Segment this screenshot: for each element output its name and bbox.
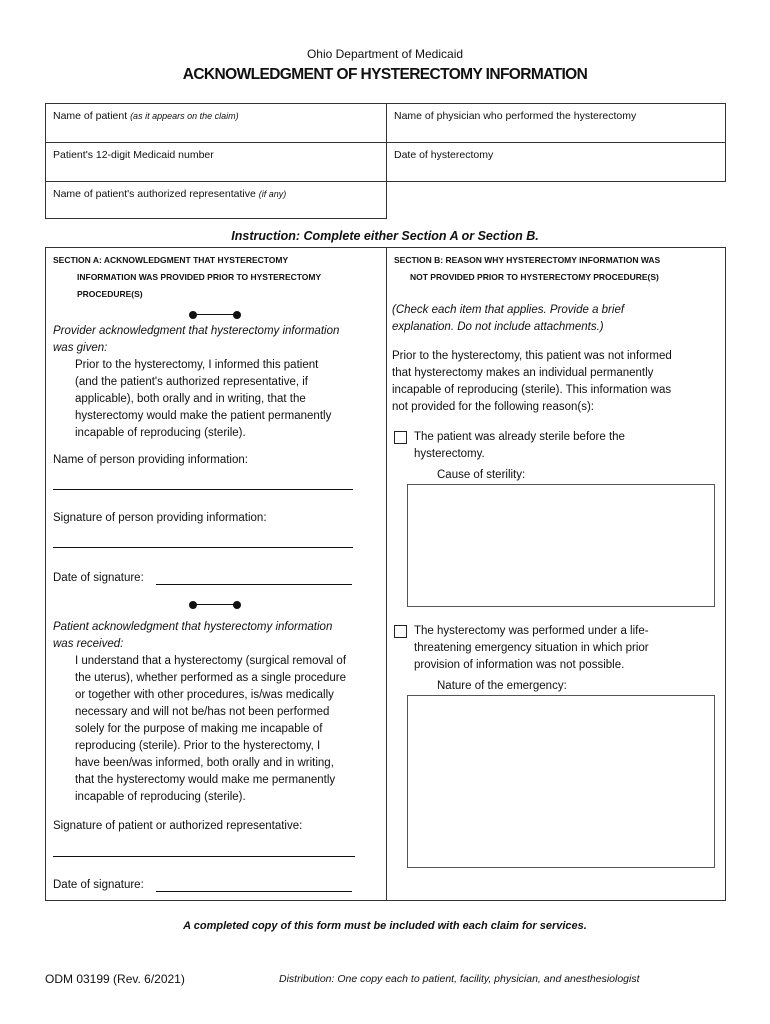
check-instructions: (Check each item that applies. Provide a brief explanation. Do not include attachments.) <box>392 304 625 333</box>
agency-name: Ohio Department of Medicaid <box>306 47 464 61</box>
provider-date-label: Date of signature: <box>53 572 144 584</box>
provider-statement: Prior to the hysterectomy, I informed this patient (and the patient's authorized representative, if applicable), both orally and in writing, that the hysterectomy would make the patient permanently incapable of reproducing (sterile). <box>75 359 332 439</box>
physician-name-label: Name of physician who performed the hysterectomy <box>394 110 637 122</box>
provider-name-line[interactable] <box>53 489 353 490</box>
patient-name-label: Name of patient <box>53 110 128 122</box>
patient-signature-label: Signature of patient or authorized representative: <box>53 820 303 832</box>
patient-statement: I understand that a hysterectomy (surgical removal of the uterus), whether performed as a single procedure or together with other procedures, is/was medically necessary and will not be/has not been performed solely for the purpose of making me incapable of reproducing (sterile). Prior to the hysterectomy, I have been/was informed, both orally and in writing, that the hysterectomy would make me permanently incapable of reproducing (sterile). <box>75 655 347 803</box>
completion-note: A completed copy of this form must be included with each claim for services. <box>183 920 587 932</box>
provider-name-label: Name of person providing information: <box>53 454 248 466</box>
section-b-intro: Prior to the hysterectomy, this patient was not informed that hysterectomy makes an individual permanently incapable of reproducing (sterile). This information was not provided for the following reason(s): <box>392 350 672 413</box>
provider-signature-line[interactable] <box>53 547 353 548</box>
form-number: ODM 03199 (Rev. 6/2021) <box>45 972 185 986</box>
physician-name-field[interactable] <box>386 103 726 143</box>
distribution-note: Distribution: One copy each to patient, facility, physician, and anesthesiologist <box>279 973 640 985</box>
hysterectomy-date-field[interactable] <box>386 142 726 182</box>
emergency-label: The hysterectomy was performed under a life- threatening emergency situation in which prior provision of information was not possible. <box>414 625 649 671</box>
form-title: ACKNOWLEDGMENT OF HYSTERECTOMY INFORMATION <box>182 66 588 83</box>
section-b-panel <box>386 247 726 901</box>
divider-connector-icon <box>189 310 241 320</box>
patient-name-note: (as it appears on the claim) <box>130 111 239 121</box>
representative-name-field[interactable] <box>45 181 387 219</box>
patient-signature-line[interactable] <box>53 856 355 857</box>
patient-name-field[interactable] <box>45 103 387 143</box>
section-a-heading: SECTION A: ACKNOWLEDGMENT THAT HYSTERECTOMY INFORMATION WAS PROVIDED PRIOR TO HYSTERECTOMY PROCEDURE(S) <box>53 255 322 299</box>
already-sterile-checkbox[interactable] <box>394 431 407 444</box>
nature-of-emergency-label: Nature of the emergency: <box>437 680 567 692</box>
medicaid-number-field[interactable] <box>45 142 387 182</box>
patient-ack-heading: Patient acknowledgment that hysterectomy information was received: <box>53 621 333 650</box>
representative-note: (if any) <box>258 189 287 199</box>
section-b-heading: SECTION B: REASON WHY HYSTERECTOMY INFORMATION WAS NOT PROVIDED PRIOR TO HYSTERECTOMY PROCEDURE(S) <box>394 255 661 282</box>
already-sterile-label: The patient was already sterile before the hysterectomy. <box>414 431 625 460</box>
patient-date-label: Date of signature: <box>53 879 144 891</box>
representative-label: Name of patient's authorized representative <box>53 188 256 200</box>
medicaid-number-label: Patient's 12-digit Medicaid number <box>53 149 214 161</box>
divider-connector-icon <box>189 600 241 610</box>
nature-of-emergency-textbox[interactable] <box>407 695 715 868</box>
cause-of-sterility-textbox[interactable] <box>407 484 715 607</box>
provider-date-line[interactable] <box>156 584 352 585</box>
patient-date-line[interactable] <box>156 891 352 892</box>
provider-signature-label: Signature of person providing information: <box>53 512 267 524</box>
section-a-panel <box>45 247 387 901</box>
provider-ack-heading: Provider acknowledgment that hysterectomy information was given: <box>53 325 340 354</box>
instruction: Instruction: Complete either Section A or Section B. <box>231 229 539 243</box>
emergency-checkbox[interactable] <box>394 625 407 638</box>
cause-of-sterility-label: Cause of sterility: <box>437 469 526 481</box>
hysterectomy-date-label: Date of hysterectomy <box>394 149 494 161</box>
